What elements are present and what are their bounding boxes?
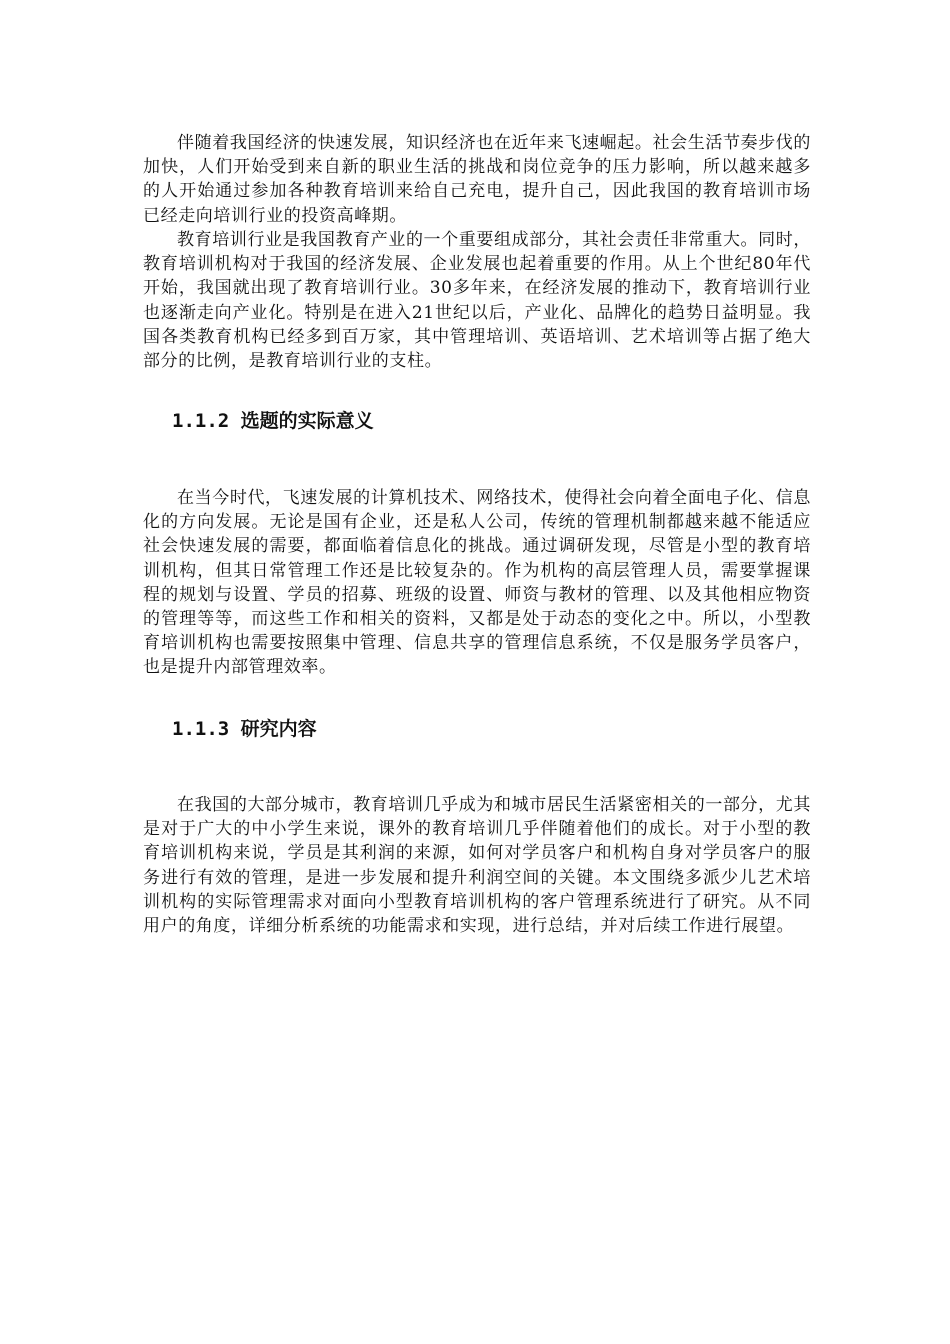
section-1-1-2-paragraph: 在当今时代，飞速发展的计算机技术、网络技术，使得社会向着全面电子化、信息化的方向发展。无论是国有企业，还是私人公司，传统的管理机制都越来越不能适应社会快速发展的需要，都面临着信息化的挑战。通过调研发现，尽管是小型的教育培训机构，但其日常管理工作还是比较复杂的。作为机构的高层管理人员，需要掌握课程的规划与设置、学员的招募、班级的设置、师资与教材的管理、以及其他相应物资的管理等等，而这些工作和相关的资料，又都是处于动态的变化之中。所以，小型教育培训机构也需要按照集中管理、信息共享的管理信息系统，不仅是服务学员客户，也是提升内部管理效率。: [143, 488, 811, 678]
section-1-1-3-paragraph: 在我国的大部分城市，教育培训几乎成为和城市居民生活紧密相关的一部分，尤其是对于广大的中小学生来说，课外的教育培训几乎伴随着他们的成长。对于小型的教育培训机构来说，学员是其利润的来源，如何对学员客户和机构自身对学员客户的服务进行有效的管理，是进一步发展和提升利润空间的关键。本文围绕多派少儿艺术培训机构的实际管理需求对面向小型教育培训机构的客户管理系统进行了研究。从不同用户的角度，详细分析系统的功能需求和实现，进行总结，并对后续工作进行展望。: [143, 795, 811, 937]
intro-paragraph-2: 教育培训行业是我国教育产业的一个重要组成部分，其社会责任非常重大。同时，教育培训机构对于我国的经济发展、企业发展也起着重要的作用。从上个世纪80年代开始，我国就出现了教育培训行业。30多年来，在经济发展的推动下，教育培训行业也逐渐走向产业化。特别是在进入21世纪以后，产业化、品牌化的趋势日益明显。我国各类教育机构已经多到百万家，其中管理培训、英语培训、艺术培训等占据了绝大部分的比例，是教育培训行业的支柱。: [143, 230, 811, 372]
section-heading-1-1-3: 1.1.3 研究内容: [172, 718, 317, 740]
intro-paragraph-1: 伴随着我国经济的快速发展，知识经济也在近年来飞速崛起。社会生活节奏步伐的加快，人们开始受到来自新的职业生活的挑战和岗位竞争的压力影响，所以越来越多的人开始通过参加各种教育培训来给自己充电，提升自己，因此我国的教育培训市场已经走向培训行业的投资高峰期。: [143, 133, 811, 226]
section-heading-1-1-2: 1.1.2 选题的实际意义: [172, 410, 374, 432]
